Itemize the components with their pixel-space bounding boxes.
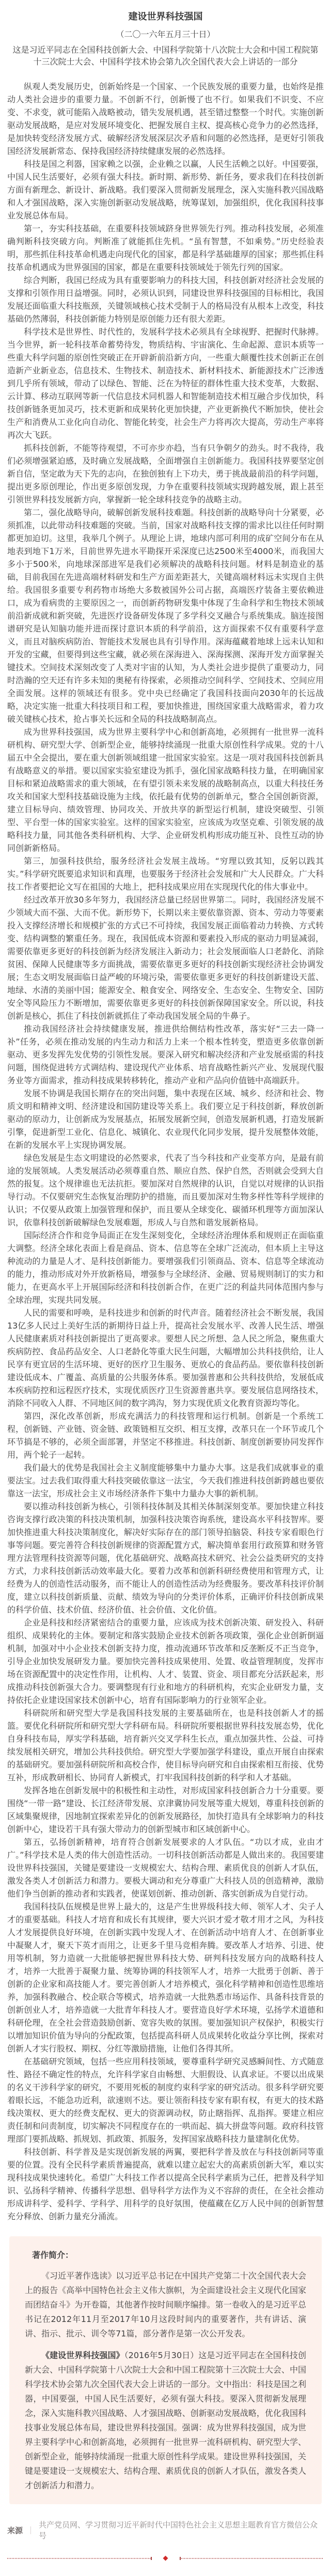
article-paragraph: 在基础研究领域，包括一些应用科技领域，要尊重科学研究灵感瞬间性、方式随意性、路径不确定性的特点，允许科学家自由畅想、大胆假设、认真求证。不要以出成果的名义干涉科学家的研究，不要用死板的制度约束科学家的研究活动。很多科学研究要着眼长远，不能急功近利，欲速则不达。要让领衔科技专家有职有权，有更大的技术路线决策权、更大的经费支配权、更大的资源调动权，防止瞎指挥、乱指挥。要建立相应责任制和问责制度，切实解决不同程度存在的一哄而起、搞大拼盘等问题。政府科技管理部门要抓战略、抓规划、抓政策、抓服务，发挥国家战略科技力量建制化优势。 — [7, 2057, 324, 2144]
article-paragraph: 经过改革开放30多年努力，我国经济总量已经居世界第二。同时，我国经济发展不少领域大而不强、大而不优。新形势下，长期以来主要依靠资源、资本、劳动力等要素投入支撑经济增长和规模扩张的方式已不可持续，我国发展正面临着动力转换、方式转变、结构调整的繁重任务。现在，我国低成本资源和要素投入形成的驱动力明显减弱，需要依靠更多更好的科技创新为经济发展注入新动力；社会发展面临人口老龄化、消除贫困、保障人民健康等多方面挑战，需要依靠更多更好的科技创新实现经济社会协调发展；生态文明发展面临日益严峻的环境污染，需要依靠更多更好的科技创新建设天蓝、地绿、水清的美丽中国；能源安全、粮食安全、网络安全、生态安全、生物安全、国防安全等风险压力不断增加，需要依靠更多更好的科技创新保障国家安全。所以说，科技创新是核心，抓住了科技创新就抓住了牵动我国发展全局的牛鼻子。 — [7, 895, 324, 1021]
article-paragraph: 企业是科技和经济紧密结合的重要力量，应该成为技术创新决策、研发投入、科研组织、成果转化的主体。要制定和落实鼓励企业技术创新各项政策，强化企业创新倒逼机制，加强对中小企业技术创新支持力度，推动流通环节改革和反垄断反不正当竞争，引导企业加快发展研发力量。要加快完善科技成果使用、处置、收益管理制度，发挥市场在资源配置中的决定性作用，让机构、人才、装置、资金、项目都充分活跃起来，形成推动科技创新强大合力。要调整现有行业和地方的科研机构，充实企业研发力量，支持依托企业建设国家技术创新中心，培育有国际影响力的行业领军企业。 — [7, 1618, 324, 1705]
article-intro: 这是习近平同志在全国科技创新大会、中国科学院第十八次院士大会和中国工程院第十三次院士大会、中国科学技术协会第九次全国代表大会上讲话的一部分 — [12, 45, 319, 67]
article-paragraph: 推动我国经济社会持续健康发展，推进供给侧结构性改革，落实好“三去一降一补”任务，必须在推动发展的内生动力和活力上来一个根本性转变，塑造更多依靠创新驱动、更多发挥先发优势的引领性发展。要深入研究和解决经济和产业发展亟需的科技问题，围绕促进转方式调结构、建设现代产业体系、培育战略性新兴产业、发展现代服务业等方面需求，推动科技成果转移转化，推动产业和产品向价值链中高端跃升。 — [7, 1024, 324, 1085]
source-label: 来源 — [7, 2525, 23, 2535]
source-separator-bar: ｜ — [27, 2525, 35, 2535]
source-text: 共产党员网、学习贯彻习近平新时代中国特色社会主义思想主题教育官方微信公众号 — [39, 2520, 318, 2540]
divider-dotted-line-right — [180, 2558, 324, 2559]
article-paragraph: 人民的需要和呼唤，是科技进步和创新的时代声音。随着经济社会不断发展，我国13亿多人民过上美好生活的新期待日益上升，提高社会发展水平、改善人民生活、增强人民健康素质对科技创新提出了更高要求。要想人民之所想、急人民之所急，聚焦重大疾病防控、食品药品安全、人口老龄化等重大民生问题，大幅增加公共科技供给，让人民享有更宜居的生活环境、更好的医疗卫生服务、更放心的食品药品。要依靠科技创新建设低成本、广覆盖、高质量的公共服务体系。要加强普惠和公共科技供给，发展低成本疾病防控和远程医疗技术，实现优质医疗卫生资源普惠共享。要发展信息网络技术，消除不同收入人群、不同地区间的数字鸿沟，努力实现优质文化教育资源均等化。 — [7, 1308, 324, 1408]
article-paragraph: 科技是国之利器，国家赖之以强，企业赖之以赢，人民生活赖之以好。中国要强，中国人民生活要好，必须有强大科技。新时期、新形势、新任务，要求我们在科技创新方面有新理念、新设计、新战略。我们要深入贯彻新发展理念，深入实施科教兴国战略和人才强国战略，深入实施创新驱动发展战略，统筹谋划，加强组织，优化我国科技事业发展总体布局。 — [7, 159, 324, 220]
book-intro-heading: 著作简介： — [32, 2250, 74, 2260]
article-paragraph: 发挥各地在创新发展中的积极性和主动性，对形成国家科技创新合力十分重要。要围绕“一带一路”建设、长江经济带发展、京津冀协同发展等重大规划，尊重科技创新的区域集聚规律，因地制宜探索差异化的创新发展路径，加快打造具有全球影响力的科技创新中心，建设若干具有强大带动力的创新型城市和区域创新中心。 — [7, 1785, 324, 1834]
article-paragraph: 科技创新、科学普及是实现创新发展的两翼，要把科学普及放在与科技创新同等重要的位置。没有全民科学素质普遍提高，就难以建立起宏大的高素质创新大军，难以实现科技成果快速转化。希望广大科技工作者以提高全民科学素质为己任，把普及科学知识、弘扬科学精神、传播科学思想、倡导科学方法作为义不容辞的责任，在全社会推动形成讲科学、爱科学、学科学、用科学的良好氛围，使蕴藏在亿万人民中间的创新智慧充分释放、创新力量充分涌流。 — [7, 2147, 324, 2221]
article-paragraph: 国际经济合作和竞争局面正在发生深刻变化，全球经济治理体系和规则正在面临重大调整。经济全球化表面上看是商品、资本、信息等在全球广泛流动，但本质上主导这种流动的力量是人才、是科技创新能力。要增强我们引领商品、资本、信息等全球流动的能力，推动形成对外开放新格局，增强参与全球经济、金融、贸易规则制订的实力和能力，在更高水平上开展国际经济和科技创新合作，在更广泛的利益共同体范围内参与全球治理，实现共同发展。 — [7, 1230, 324, 1305]
article-paragraph: 科学技术是世界性、时代性的，发展科学技术必须具有全球视野、把握时代脉搏。当今世界，新一轮科技革命蓄势待发，物质结构、宇宙演化、生命起源、意识本质等一些重大科学问题的原创性突破正在开辟新前沿新方向，一些重大颠覆性技术创新正在创造新产业新业态，信息技术、生物技术、制造技术、新材料技术、新能源技术广泛渗透到几乎所有领域，带动了以绿色、智能、泛在为特征的群体性重大技术变革，大数据、云计算、移动互联网等新一代信息技术同机器人和智能制造技术相互融合步伐加快，科技创新链条更加灵巧，技术更新和成果转化更加快捷，产业更新换代不断加快，使社会生产和消费从工业化向自动化、智能化转变，社会生产力将再次大提高，劳动生产率将再次大飞跃。 — [7, 327, 324, 440]
article-paragraph: 第二，强化战略导向，破解创新发展科技难题。科技创新的战略导向十分紧要，必须抓准，以此带动科技难题的突破。当前，国家对战略科技支撑的需求比以往任何时期都更加迫切。这里，我举几个例子。从理论上讲，地球内部可利用的成矿空间分布在从地表到地下1万米，目前世界先进水平勘探开采深度已达2500米至4000米，而我国大多小于500米，向地球深部进军是我们必须解决的战略科技问题。材料是制造业的基础，目前我国在先进高端材料研发和生产方面差距甚大，关键高端材料远未实现自主供给。我国很多重要专利药物市场绝大多数被国外公司占据，高端医疗装备主要依赖进口，成为看病贵的主要原因之一，而创新药物研发集中体现了生命科学和生物技术领域前沿新成就和新突破，先进医疗设备研发体现了多学科交叉融合与系统集成。脑连接图谱研究是认知脑功能并进而探讨意识本质的科学前沿，这方面探索不仅有重要科学意义，而且对脑疾病防治、智能技术发展也具有引导作用。深海蕴藏着地球上远未认知和开发的宝藏，但要得到这些宝藏，就必须在深海进入、深海探测、深海开发方面掌握关键技术。空间技术深刻改变了人类对宇宙的认知，为人类社会进步提供了重要动力，同时浩瀚的空天还有许多未知的奥秘有待探索，必须推动空间科学、空间技术、空间应用全面发展。这样的领域还有很多。党中央已经确定了我国科技面向2030年的长远战略，决定实施一批重大科技项目和工程，要加快推进，围绕国家重大战略需求，着力攻破关键核心技术，抢占事关长远和全局的科技战略制高点。 — [7, 508, 324, 724]
diamond-icon: ◆ — [163, 2554, 168, 2562]
book-intro-box — [9, 2236, 322, 2504]
article-paragraph: 第一，夯实科技基础，在重要科技领域跻身世界领先行列。推动科技发展，必须准确判断科技突破方向。判断准了就能抓住先机。“虽有智慧，不如乘势。”历史经验表明，那些抓住科技革命机遇走向现代化的国家，都是科学基础雄厚的国家；那些抓住科技革命机遇成为世界强国的国家，都是在重要科技领域处于领先行列的国家。 — [7, 224, 324, 272]
article-paragraph: 第三，加强科技供给，服务经济社会发展主战场。“穷理以致其知，反躬以践其实。”科学研究既要追求知识和真理，也要服务于经济社会发展和广大人民群众。广大科技工作者要把论文写在祖国的大地上，把科技成果应用在实现现代化的伟大事业中。 — [7, 856, 324, 892]
article-title: 建设世界科技强国 — [128, 11, 203, 22]
article-body — [7, 80, 324, 2223]
article-paragraph: 纵观人类发展历史，创新始终是一个国家、一个民族发展的重要力量，也始终是推动人类社会进步的重要力量。不创新不行，创新慢了也不行。如果我们不识变、不应变、不求变，就可能陷入战略被动，错失发展机遇，甚至错过整整一个时代。实施创新驱动发展战略，是应对发展环境变化、把握发展自主权、提高核心竞争力的必然选择，是加快转变经济发展方式、破解经济发展深层次矛盾和问题的必然选择，是更好引领我国经济发展新常态、保持我国经济持续健康发展的必然选择。 — [7, 82, 324, 156]
article-paragraph: 抓科技创新，不能等待观望，不可亦步亦趋，当有只争朝夕的劲头。时不我待，我们必须增强紧迫感，及时确立发展战略，全面增强自主创新能力。我国科技界要坚定创新自信，坚定敢为天下先的志向，在独创独有上下功夫，勇于挑战最前沿的科学问题，提出更多原创理论，作出更多原创发现，力争在重要科技领域实现跨越发展，跟上甚至引领世界科技发展新方向，掌握新一轮全球科技竞争的战略主动。 — [7, 443, 324, 504]
article-paragraph: 我们最大的优势是我国社会主义制度能够集中力量办大事。这是我们成就事业的重要法宝。过去我们取得重大科技突破依靠这一法宝，今天我们推进科技创新跨越也要依靠这一法宝，形成社会主义市场经济条件下集中力量办大事的新机制。 — [7, 1463, 324, 1498]
article-paragraph: 科研院所和研究型大学是我国科技发展的主要基础所在，也是科技创新人才的摇篮。要优化科研院所和研究型大学科研布局。科研院所要根据世界科技发展态势，优化自身科技布局，厚实学科基础，培育新兴交叉学科生长点，重点加强共性、公益、可持续发展相关研究，增加公共科技供给。研究型大学要加强学科建设，重点开展自由探索的基础研究。要加强科研院所和高校合作，使目标导向研究和自由探索相互衔接、优势互补，形成教研相长、协同育人新模式，打牢我国科技创新的科学和人才基础。 — [7, 1708, 324, 1782]
source-line — [7, 2520, 324, 2541]
article-paragraph: 绿色发展是生态文明建设的必然要求，代表了当今科技和产业变革方向，是最有前途的发展领域。人类发展活动必须尊重自然、顺应自然、保护自然，否则就会受到大自然的报复。这个规律谁也无法抗拒。要加深对自然规律的认识，自觉以对规律的认识指导行动。不仅要研究生态恢复治理防护的措施，而且要加深对生物多样性等科学规律的认识；不仅要从政策上加强管理和保护，而且要从全球变化、碳循环机理等方面加深认识，依靠科技创新破解绿色发展难题，形成人与自然和谐发展新格局。 — [7, 1153, 324, 1227]
article-date: （二〇一六年五月三十日） — [116, 29, 215, 39]
article-paragraph: 成为世界科技强国，成为世界主要科学中心和创新高地，必须拥有一批世界一流科研机构、研究型大学、创新型企业，能够持续涌现一批重大原创性科学成果。党的十八届五中全会提出，要在重大创新领域组建一批国家实验室。这是一项对我国科技创新具有战略意义的举措。要以国家实验室建设为抓手，强化国家战略科技力量，在明确国家目标和紧迫战略需求的重大领域，在有望引领未来发展的战略制高点，以重大科技任务攻关和国家大型科技基础设施为主线，依托最有优势的创新单元，整合全国创新资源，建立目标导向、绩效管理、协同攻关、开放共享的新型运行机制，建设突破型、引领型、平台型一体的国家实验室。这样的国家实验室，应该成为攻坚克难、引领发展的战略科技力量，同其他各类科研机构、大学、企业研发机构形成功能互补、良性互动的协同创新新格局。 — [7, 727, 324, 853]
article-paragraph: 我国科技队伍规模是世界上最大的，这是产生世界级科技大师、领军人才、尖子人才的重要基础。科技人才培育和成长有其规律，要大兴识才爱才敬才用才之风，为科技人才发展提供良好环境，在创新实践中发现人才、在创新活动中培育人才、在创新事业中凝聚人才，聚天下英才而用之，让更多千里马竞相奔腾。要改革人才培养、引进、使用等机制，努力造就一大批能够把握世界科技大势、研判科技发展方向的战略科技人才，培养一大批善于凝聚力量、统筹协调的科技领军人才，培养一大批勇于创新、善于创新的企业家和高技能人才。要完善创新人才培养模式，强化科学精神和创造性思维培养，加强科教融合、校企联合等模式，培养造就一大批熟悉市场运作、具备科技背景的创新创业人才，培养造就一大批青年科技人才。要营造良好学术环境，弘扬学术道德和科研伦理，在全社会营造鼓励创新、宽容失败的氛围。要加强知识产权保护，积极实行以增加知识价值为导向的分配政策，包括提高科研人员成果转化收益分享比例，探索对创新人才实行股权、期权、分红等激励措施，让他们各得其所。 — [7, 1902, 324, 2053]
book-intro-paragraph — [25, 2269, 306, 2341]
divider-dotted-line-left — [7, 2558, 152, 2559]
bottom-divider — [7, 2555, 324, 2562]
book-intro-paragraph-text: （2016年5月30日）这是习近平同志在全国科技创新大会、中国科学院第十八次院士大会和中国工程院第十三次院士大会、中国科学技术协会第九次全国代表大会上讲话的一部分。文中指出：科技是国之利器，中国要强，中国人民生活要好，必须有强大科技。要深入贯彻新发展理念，深入实施科教兴国战略、人才强国战略、创新驱动发展战略，优化我国科技事业发展总体布局，建设世界科技强国。强调：成为世界科技强国，成为世界主要科学中心和创新高地，必须拥有一批世界一流科研机构、研究型大学、创新型企业，能够持续涌现一批重大原创性科学成果。建设世界科技强国，关键是要建设一支规模宏大、结构合理、素质优良的创新人才队伍，激发各类人才创新活力和潜力。 — [25, 2350, 306, 2490]
book-intro-paragraph — [25, 2348, 306, 2493]
article-paragraph: 第四，深化改革创新，形成充满活力的科技管理和运行机制。创新是一个系统工程，创新链、产业链、资金链、政策链相互交织、相互支撑，改革只在一个环节或几个环节搞是不够的，必须全面部署，并坚定不移推进。科技创新、制度创新要协同发挥作用，两个轮子一起转。 — [7, 1411, 324, 1460]
book-title-lead: 《建设世界科技强国》 — [41, 2350, 124, 2360]
article-paragraph: 发展不协调是我国长期存在的突出问题，集中表现在区域、城乡、经济和社会、物质文明和精神文明、经济建设和国防建设等关系上。我们要立足于科技创新，释放创新驱动的原动力，让创新成为发展基点，拓展发展新空间，创造发展新机遇，打造发展新引擎，促进新型工业化、信息化、城镇化、农业现代化同步发展，提升发展整体效能，在新的发展水平上实现协调发展。 — [7, 1088, 324, 1150]
article-paragraph: 第五，弘扬创新精神，培育符合创新发展要求的人才队伍。“功以才成，业由才广。”科学技术是人类的伟大创造性活动。一切科技创新活动都是人做出来的。我国要建设世界科技强国，关键是要建设一支规模宏大、结构合理、素质优良的创新人才队伍，激发各类人才创新活力和潜力。要极大调动和充分尊重广大科技人员的创造精神，激励他们争当创新的推动者和实践者，使谋划创新、推动创新、落实创新成为自觉行动。 — [7, 1837, 324, 1899]
article-paragraph: 要以推动科技创新为核心，引领科技体制及其相关体制深刻变革。要加快建立科技咨询支撑行政决策的科技决策机制，加强科技决策咨询系统，建设高水平科技智库。要加快推进重大科技决策制度化，解决好实际存在的部门领导拍脑袋、科技专家看眼色行事等问题。要完善符合科技创新规律的资源配置方式，解决简单套用行政预算和财务管理方法管理科技资源等问题，优化基础研究、战略高技术研究、社会公益类研究的支持方式，力求科技创新活动效率最大化。要着力改革和创新科研经费使用和管理方式，让经费为人的创造性活动服务，而不能让人的创造性活动为经费服务。要改革科技评价制度，建立以科技创新质量、贡献、绩效为导向的分类评价体系，正确评价科技创新成果的科学价值、技术价值、经济价值、社会价值、文化价值。 — [7, 1502, 324, 1615]
article-paragraph: 综合判断，我国已经成为具有重要影响力的科技大国，科技创新对经济社会发展的支撑和引领作用日益增强。同时，必须认识到，同建设世界科技强国的目标相比，我国发展还面临重大科技瓶颈，关键领域核心技术受制于人的格局没有从根本上改变，科技基础仍然薄弱，科技创新能力特别是原创能力还有很大差距。 — [7, 275, 324, 324]
book-intro-paragraph-text: 《习近平著作选读》以习近平总书记在中国共产党第二十次全国代表大会上的报告《高举中国特色社会主义伟大旗帜，为全面建设社会主义现代化国家而团结奋斗》为开卷篇，其他著作按时间顺序编排。第一卷收入的是习近平总书记在2012年11月至2017年10月这段时间内的重要著作，共有讲话、演讲、指示、批示、训令等71篇，部分著作是第一次公开发表。 — [25, 2271, 306, 2338]
